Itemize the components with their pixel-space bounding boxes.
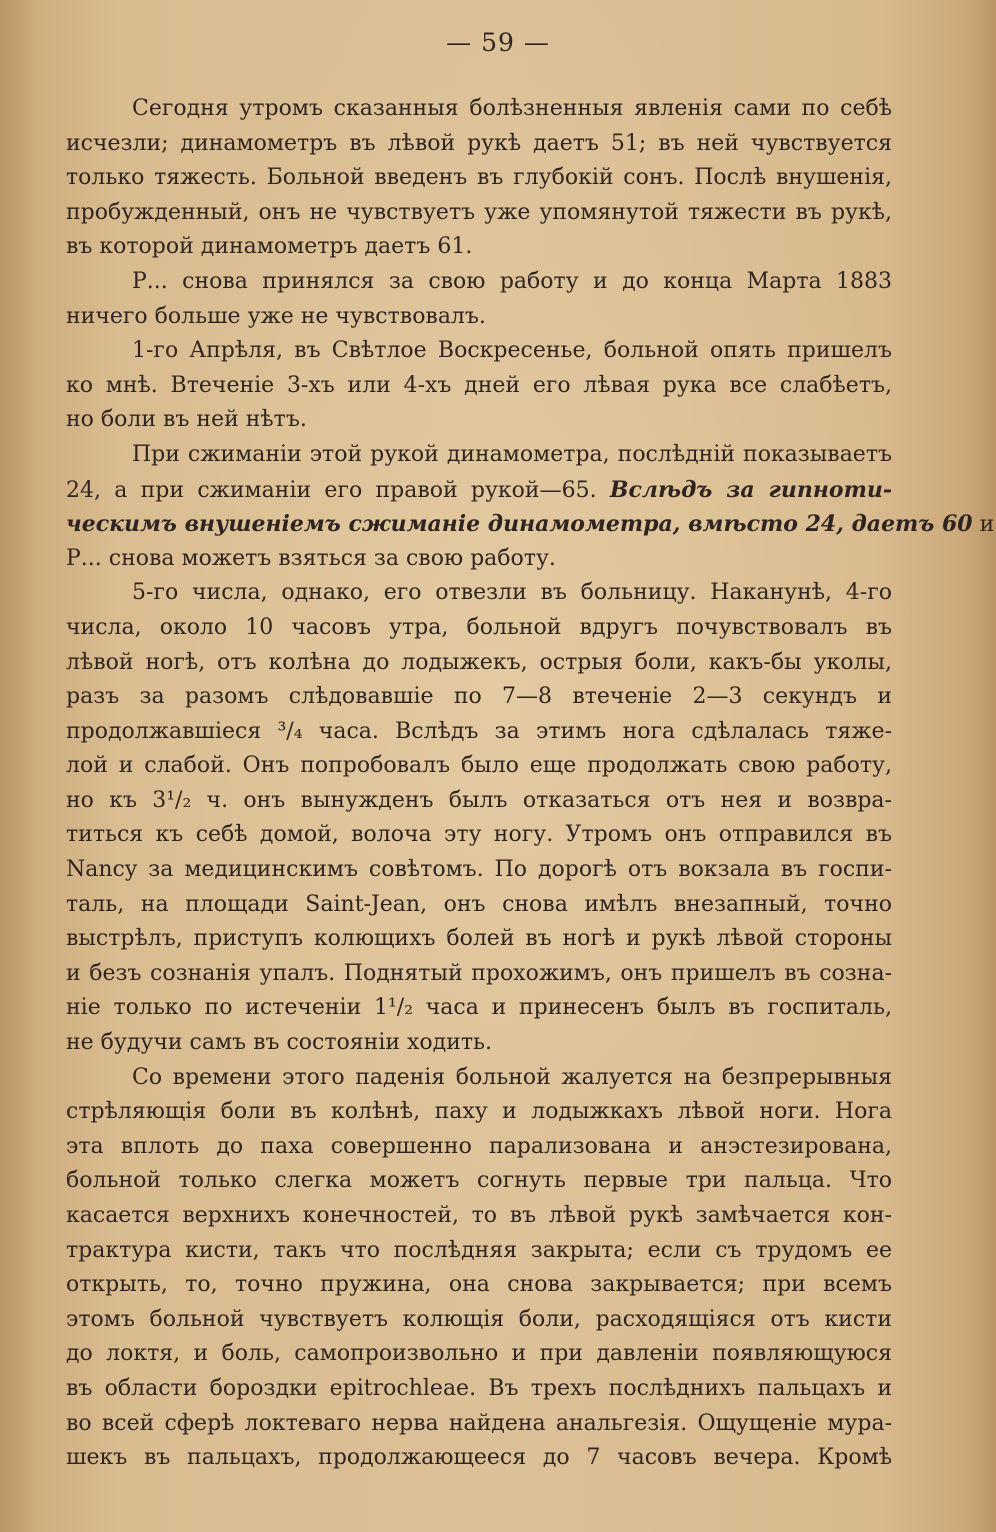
text-line: во всей сферѣ локтеваго нерва найдена анальгезія. Ощущеніе мура- <box>66 1410 892 1436</box>
text-line: ничего больше уже не чувствовалъ. <box>66 303 486 329</box>
text-line: стрѣляющія боли въ колѣнѣ, паху и лодыжкахъ лѣвой ноги. Нога <box>66 1099 892 1125</box>
text-line: въ которой динамометръ даетъ 61. <box>66 234 473 260</box>
text-line: исчезли; динамометръ въ лѣвой рукѣ даетъ 51; въ ней чувствуется <box>66 130 892 156</box>
text-line: ко мнѣ. Втеченіе 3-хъ или 4-хъ дней его лѣвая рука все слабѣетъ, <box>66 372 892 398</box>
text-line: трактура кисти, такъ что послѣдняя закрыта; если съ трудомъ ее <box>66 1237 892 1263</box>
emphasized-text: ческимъ внушеніемъ сжиманіе динамометра, вмѣсто 24, даетъ 60 <box>66 511 973 538</box>
text-line: лѣвой ногѣ, отъ колѣна до лодыжекъ, острыя боли, какъ-бы уколы, <box>66 649 892 675</box>
text-line: титься къ себѣ домой, волоча эту ногу. Утромъ онъ отправился въ <box>66 822 892 848</box>
paragraph <box>66 1061 892 1476</box>
text-run: 24, а при сжиманіи его правой рукой—65. <box>66 477 597 503</box>
paragraph <box>66 265 892 334</box>
page-number: — 59 — <box>446 28 550 57</box>
text-line <box>66 473 892 508</box>
text-line: таль, на площади Saint-Jean, онъ снова имѣлъ внезапный, точно <box>66 891 892 917</box>
text-line: шекъ въ пальцахъ, продолжающееся до 7 часовъ вечера. Кромѣ <box>66 1445 892 1471</box>
paragraph <box>66 576 892 1060</box>
text-line: 5-го числа, однако, его отвезли въ больницу. Наканунѣ, 4-го <box>132 580 892 606</box>
text-line: разъ за разомъ слѣдовавшіе по 7—8 втеченіе 2—3 секундъ и <box>66 684 892 710</box>
text-line: только тяжесть. Больной введенъ въ глубокій сонъ. Послѣ внушенія, <box>66 165 892 191</box>
text-line: Р... снова принялся за свою работу и до конца Марта 1883 <box>132 268 892 294</box>
text-run: и <box>979 512 995 538</box>
text-line: числа, около 10 часовъ утра, больной вдругъ почувствовалъ въ <box>66 614 892 640</box>
text-line: пробужденный, онъ не чувствуетъ уже упомянутой тяжести въ рукѣ, <box>66 199 892 225</box>
paragraph <box>66 438 995 576</box>
text-line: При сжиманіи этой рукой динамометра, послѣдній показываетъ <box>132 441 892 467</box>
text-line: Со времени этого паденія больной жалуется на безпрерывныя <box>132 1064 892 1090</box>
text-line: выстрѣлъ, приступъ колющихъ болей въ ногѣ и рукѣ лѣвой стороны <box>66 926 892 952</box>
text-line: 1-го Апрѣля, въ Свѣтлое Воскресенье, больной опять пришелъ <box>132 338 892 364</box>
body-text <box>66 92 995 1476</box>
text-line: не будучи самъ въ состояніи ходить. <box>66 1030 493 1056</box>
text-line <box>66 507 995 542</box>
text-line: и безъ сознанія упалъ. Поднятый прохожимъ, онъ пришелъ въ созна- <box>66 960 892 986</box>
text-line: но боли въ ней нѣтъ. <box>66 407 307 433</box>
emphasized-text: Вслѣдъ за гипноти- <box>609 476 893 503</box>
text-line: больной только слегка можетъ согнуть первые три пальца. Что <box>66 1168 892 1194</box>
text-line: Nancy за медицинскимъ совѣтомъ. По дорогѣ отъ вокзала въ госпи- <box>66 857 892 883</box>
text-line: лой и слабой. Онъ попробовалъ было еще продолжать свою работу, <box>66 753 892 779</box>
text-line: но къ 3¹/₂ ч. онъ вынужденъ былъ отказаться отъ нея и возвра- <box>66 787 892 813</box>
text-line: этомъ больной чувствуетъ колющія боли, расходящіяся отъ кисти <box>66 1306 892 1332</box>
text-line: ніе только по истеченіи 1¹/₂ часа и принесенъ былъ въ госпиталь, <box>66 995 892 1021</box>
text-line: въ области бороздки epitrochleae. Въ трехъ послѣднихъ пальцахъ и <box>66 1375 892 1401</box>
text-line: продолжавшіеся ³/₄ часа. Вслѣдъ за этимъ нога сдѣлалась тяже- <box>66 718 892 744</box>
text-line: открыть, то, точно пружина, она снова закрывается; при всемъ <box>66 1272 892 1298</box>
paragraph <box>66 334 892 438</box>
text-line: Сегодня утромъ сказанныя болѣзненныя явленія сами по себѣ <box>132 96 892 121</box>
text-line: до локтя, и боль, самопроизвольно и при давленіи появляющуюся <box>66 1341 892 1367</box>
text-line: касается верхнихъ конечностей, то въ лѣвой рукѣ замѣчается кон- <box>66 1203 892 1228</box>
text-line: Р... снова можетъ взяться за свою работу. <box>66 545 556 571</box>
paragraph <box>66 92 892 265</box>
text-line: эта вплоть до паха совершенно парализована и анэстезирована, <box>66 1133 892 1159</box>
